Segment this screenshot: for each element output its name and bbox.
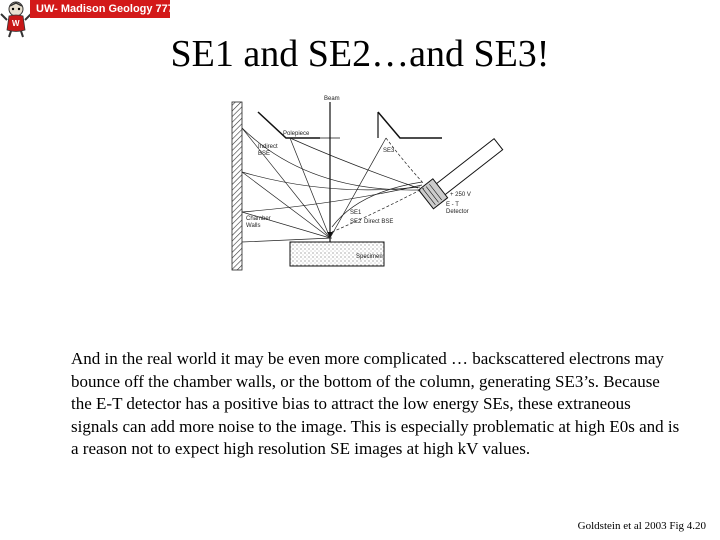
chamber-wall (232, 102, 242, 270)
svg-text:W: W (12, 19, 20, 28)
label-voltage: + 250 V (450, 192, 471, 198)
label-indirect-bse: Indirect BSE (258, 144, 278, 157)
label-se2: SE2 (350, 219, 362, 225)
label-se1: SE1 (350, 210, 362, 216)
label-detector: E - T Detector (446, 202, 469, 215)
slide-title: SE1 and SE2…and SE3! (170, 33, 550, 75)
label-polepiece: Polepiece (283, 131, 310, 137)
label-beam: Beam (324, 96, 340, 102)
course-badge: UW- Madison Geology 777 (30, 0, 170, 18)
label-direct-bse: Direct BSE (364, 219, 394, 225)
label-se3: SE3 (383, 148, 395, 154)
se-signal-diagram (228, 92, 518, 272)
body-paragraph: And in the real world it may be even more complicated … backscattered electrons may bounce off the chamber walls, or the bottom of the column, generating SE3’s. Because the E-T detector has a positive bias to attract the low energy SEs, these extraneous signals can add more noise to the image. This is especially problematic at high E0s and is a reason not to expect high resolution SE images at high kV values. (71, 349, 680, 458)
figure-citation: Goldstein et al 2003 Fig 4.20 (577, 520, 706, 532)
label-specimen: Specimen (356, 254, 383, 260)
label-chamber-walls: Chamber Walls (246, 216, 271, 229)
